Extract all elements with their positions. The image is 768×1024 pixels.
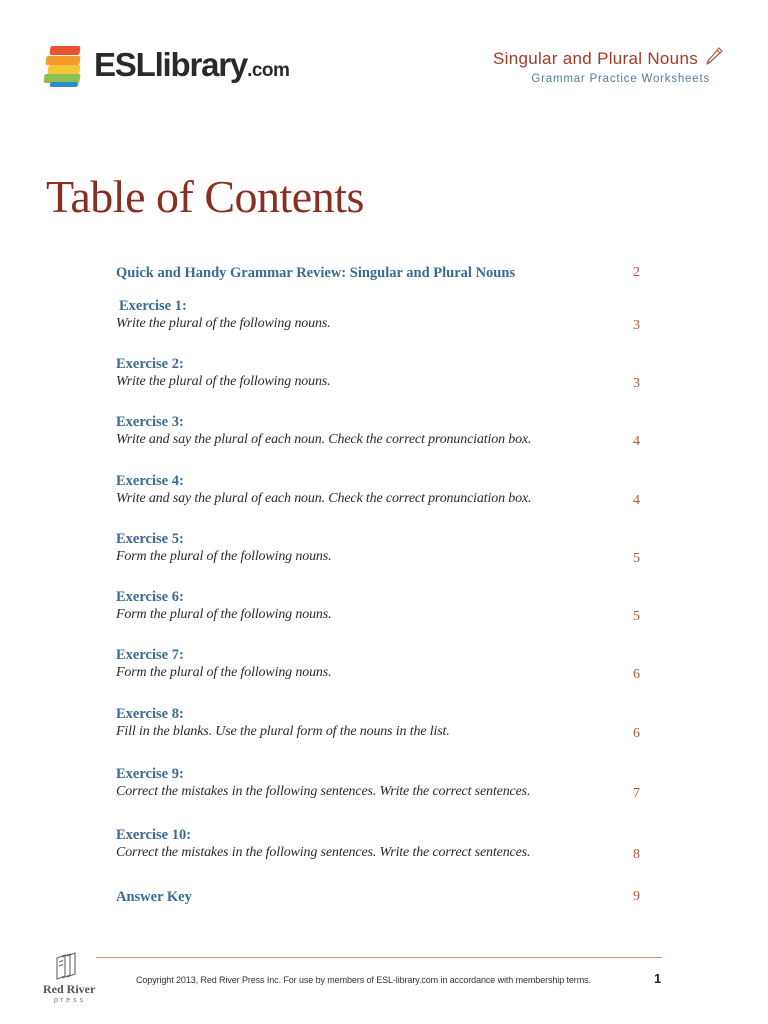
document-title: Singular and Plural Nouns bbox=[492, 49, 698, 68]
toc-entry-title[interactable]: Exercise 3: bbox=[116, 414, 184, 430]
page-number: 1 bbox=[654, 971, 662, 986]
toc-entry-description: Form the plural of the following nouns. bbox=[116, 607, 332, 622]
red-river-press-logo bbox=[40, 950, 100, 1012]
toc-entry-description: Write and say the plural of each noun. Check the correct pronunciation box. bbox=[116, 432, 532, 447]
toc-entry-exercise-1[interactable] bbox=[116, 297, 640, 333]
toc-entry-title[interactable]: Quick and Handy Grammar Review: Singular and Plural Nouns bbox=[116, 265, 516, 281]
toc-entry-page: 6 bbox=[633, 667, 640, 682]
toc-entry-title[interactable]: Exercise 9: bbox=[116, 766, 184, 782]
toc-entry-page: 3 bbox=[633, 318, 640, 333]
toc-entry-title[interactable]: Exercise 10: bbox=[116, 827, 192, 843]
toc-entry-description: Write the plural of the following nouns. bbox=[116, 374, 331, 389]
toc-entry-exercise-6[interactable] bbox=[116, 588, 640, 624]
stacked-books-icon bbox=[44, 42, 90, 88]
toc-entry-page: 3 bbox=[633, 376, 640, 391]
toc-entry-description: Write and say the plural of each noun. Check the correct pronunciation box. bbox=[116, 491, 532, 506]
toc-entry-description: Form the plural of the following nouns. bbox=[116, 549, 332, 564]
toc-entry-description: Form the plural of the following nouns. bbox=[116, 665, 332, 680]
logo-brand: ESLlibrary bbox=[94, 46, 248, 83]
toc-entry-page: 5 bbox=[633, 551, 640, 566]
toc-entry-exercise-7[interactable] bbox=[116, 646, 640, 682]
toc-entry-title[interactable]: Exercise 2: bbox=[116, 356, 184, 372]
toc-entry-exercise-2[interactable] bbox=[116, 355, 640, 391]
footer-divider bbox=[96, 957, 662, 958]
toc-entry-page: 7 bbox=[633, 786, 640, 801]
toc-entry-title[interactable]: Answer Key bbox=[116, 889, 192, 905]
page-title: Table of Contents bbox=[46, 171, 364, 222]
toc-entry-exercise-3[interactable] bbox=[116, 413, 640, 449]
publisher-logo-text: Red River bbox=[43, 982, 96, 996]
toc-entry-description: Correct the mistakes in the following sentences. Write the correct sentences. bbox=[116, 784, 531, 799]
toc-entry-title[interactable]: Exercise 8: bbox=[116, 706, 184, 722]
toc-entry-page: 5 bbox=[633, 609, 640, 624]
toc-entry-page: 4 bbox=[633, 493, 640, 508]
toc-entry-title[interactable]: Exercise 4: bbox=[116, 473, 184, 489]
toc-entry-page: 6 bbox=[633, 726, 640, 741]
red-river-books-icon bbox=[54, 952, 80, 980]
toc-entry-answer-key[interactable] bbox=[116, 888, 640, 906]
toc-entry-grammar-review[interactable] bbox=[116, 264, 640, 282]
logo-wordmark bbox=[94, 46, 289, 84]
toc-entry-description: Fill in the blanks. Use the plural form of the nouns in the list. bbox=[116, 724, 450, 739]
toc-entry-title[interactable]: Exercise 1: bbox=[119, 298, 187, 314]
toc-entry-title[interactable]: Exercise 6: bbox=[116, 589, 184, 605]
toc-entry-exercise-8[interactable] bbox=[116, 705, 640, 741]
document-subtitle: Grammar Practice Worksheets bbox=[531, 73, 710, 85]
esl-library-logo bbox=[44, 42, 290, 92]
toc-entry-exercise-5[interactable] bbox=[116, 530, 640, 566]
toc-entry-page: 4 bbox=[633, 434, 640, 449]
copyright-notice: Copyright 2013, Red River Press Inc. For use by members of ESL-library.com in accordance with membership terms. bbox=[136, 975, 591, 985]
toc-entry-page: 2 bbox=[633, 265, 640, 280]
toc-entry-description: Write the plural of the following nouns. bbox=[116, 316, 331, 331]
publisher-logo-subtext: press bbox=[54, 997, 87, 1004]
pencil-icon bbox=[704, 44, 726, 66]
toc-entry-exercise-10[interactable] bbox=[116, 826, 640, 862]
toc-entry-exercise-4[interactable] bbox=[116, 472, 640, 508]
toc-entry-title[interactable]: Exercise 5: bbox=[116, 531, 184, 547]
toc-entry-description: Correct the mistakes in the following sentences. Write the correct sentences. bbox=[116, 845, 531, 860]
toc-entry-exercise-9[interactable] bbox=[116, 765, 640, 801]
logo-suffix: .com bbox=[247, 60, 290, 81]
toc-entry-page: 8 bbox=[633, 847, 640, 862]
toc-entry-page: 9 bbox=[633, 889, 640, 904]
toc-entry-title[interactable]: Exercise 7: bbox=[116, 647, 184, 663]
